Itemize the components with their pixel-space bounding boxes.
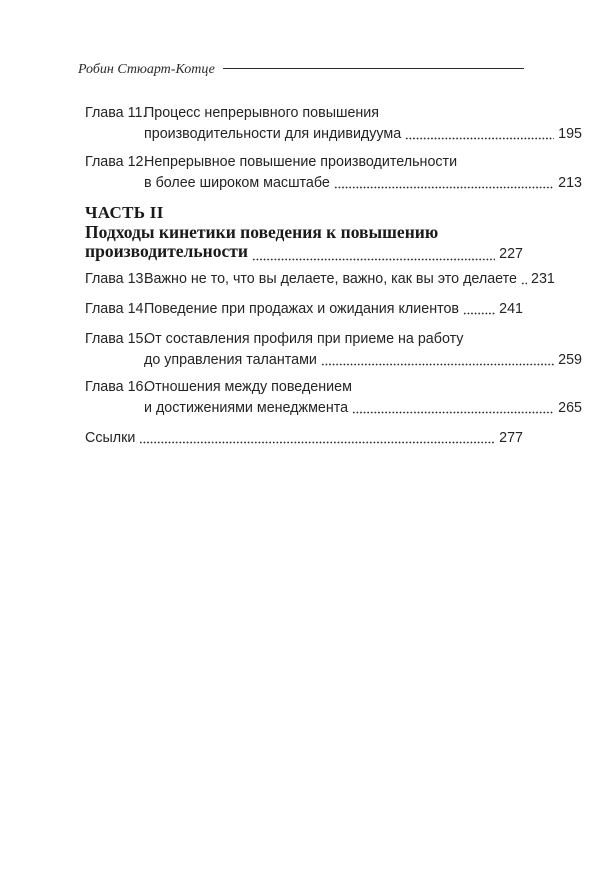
page-number: 265: [558, 399, 582, 416]
toc-entry-chapter-16-line-2: [85, 393, 582, 415]
toc-entry-chapter-12-line-1: [85, 147, 523, 169]
chapter-title: Поведение при продажах и ожидания клиентов: [144, 300, 460, 317]
chapter-title: Отношения между поведением: [144, 378, 352, 395]
chapter-number: Глава 12.: [85, 153, 148, 170]
part-title-line-1: Подходы кинетики поведения к повышению: [85, 222, 439, 242]
chapter-number: Глава 14.: [85, 300, 148, 317]
dot-leader: [463, 312, 495, 315]
part-label: ЧАСТЬ II: [85, 203, 164, 222]
chapter-title-continued: и достижениями менеджмента: [144, 399, 349, 416]
page-number: 277: [499, 429, 523, 446]
toc-entry-chapter-16-line-1: [85, 372, 523, 394]
page-number: 195: [558, 125, 582, 142]
chapter-number: Глава 16.: [85, 378, 148, 395]
chapter-title: Непрерывное повышение производительности: [144, 153, 458, 170]
page-number: 259: [558, 351, 582, 368]
chapter-number: Глава 13.: [85, 270, 148, 287]
page-number: 227: [499, 246, 523, 262]
chapter-title-continued: производительности для индивидуума: [144, 125, 402, 142]
chapter-title-continued: в более широком масштабе: [144, 174, 330, 191]
toc-entry-references: [85, 423, 523, 445]
toc-entry-chapter-11-line-2: [85, 119, 582, 141]
header-author: Робин Стюарт-Котце: [78, 62, 215, 77]
dot-leader: [334, 186, 554, 189]
chapter-number: Глава 11.: [85, 104, 147, 121]
dot-leader: [521, 282, 527, 285]
dot-leader: [352, 411, 554, 414]
toc-entry-chapter-15-line-2: [85, 345, 582, 367]
page-number: 213: [558, 174, 582, 191]
dot-leader: [321, 363, 554, 366]
part-title-continued: производительности: [85, 241, 248, 261]
references-title: Ссылки: [85, 429, 136, 446]
chapter-number: Глава 15.: [85, 330, 148, 347]
dot-leader: [405, 137, 554, 140]
toc-entry-chapter-11-line-1: [85, 98, 523, 120]
dot-leader: [252, 258, 495, 261]
toc-entry-chapter-14: [85, 294, 523, 316]
header-rule: [223, 68, 524, 69]
toc-entry-chapter-12-line-2: [85, 168, 582, 190]
chapter-title: Процесс непрерывного повышения: [144, 104, 380, 121]
chapter-title: Важно не то, что вы делаете, важно, как вы это делаете: [144, 270, 517, 287]
running-header: [78, 62, 524, 82]
page-number: 231: [531, 270, 555, 287]
chapter-title: От составления профиля при приеме на работу: [144, 330, 464, 347]
chapter-title-continued: до управления талантами: [144, 351, 317, 368]
toc-entry-chapter-13: [85, 264, 555, 287]
dot-leader: [139, 441, 495, 444]
part-title-line-2: [85, 240, 523, 262]
toc-entry-chapter-15-line-1: [85, 324, 523, 346]
page-number: 241: [499, 300, 523, 317]
